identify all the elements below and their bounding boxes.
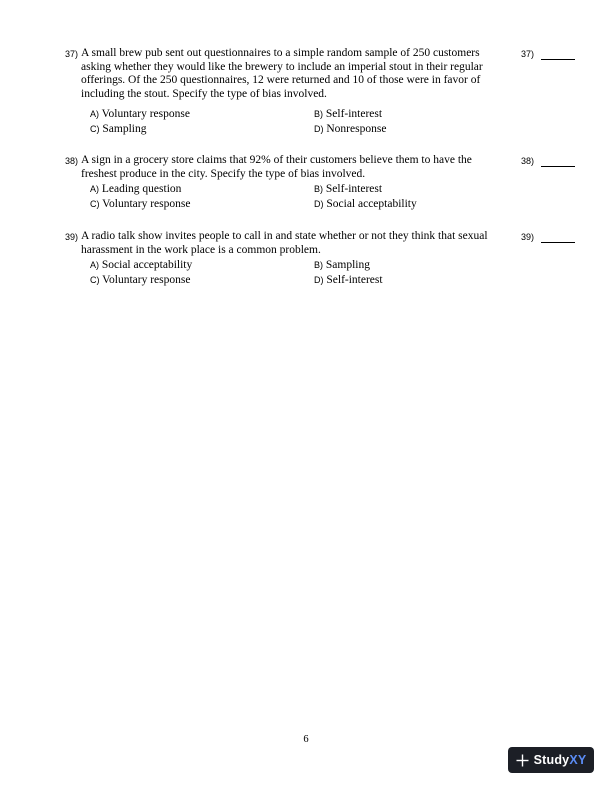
question-number: 39) (65, 232, 79, 242)
choice-letter: C) (90, 275, 100, 285)
choice-c[interactable] (90, 123, 146, 136)
answer-label: 39) (521, 232, 535, 242)
choice-text: Nonresponse (326, 123, 387, 135)
choice-letter: D) (314, 124, 324, 134)
question-text: A small brew pub sent out questionnaires to a simple random sample of 250 customers asking whether they would like the brewery to include an imperial stout in their regular offerings. Of the 250 questionnaires, 12 were returned and 10 of those were in favor of including the stout. Specify the type of bias involved. (81, 47, 483, 100)
choice-text: Social acceptability (101, 259, 193, 271)
choice-letter: A) (90, 109, 99, 119)
choice-text: Voluntary response (101, 108, 190, 120)
question-text: A radio talk show invites people to call in and state whether or not they think that sexual harassment in the work place is a common problem. (81, 230, 488, 256)
answer-label: 37) (521, 49, 535, 59)
choice-d[interactable] (314, 198, 417, 211)
answer-label: 38) (521, 156, 535, 166)
choice-d[interactable] (314, 274, 383, 287)
choice-text: Self-interest (326, 274, 383, 286)
choice-letter: A) (90, 260, 99, 270)
choice-letter: D) (314, 199, 324, 209)
choice-text: Social acceptability (326, 198, 417, 210)
choice-a[interactable] (90, 108, 190, 121)
question-text: A sign in a grocery store claims that 92% of their customers believe them to have the freshest produce in the city. Specify the type of bias involved. (81, 154, 472, 180)
choice-b[interactable] (314, 108, 382, 121)
choice-b[interactable] (314, 183, 382, 196)
brand-main: Study (533, 753, 570, 767)
choice-c[interactable] (90, 274, 190, 287)
answer-blank[interactable] (541, 59, 575, 60)
choice-letter: B) (314, 184, 323, 194)
choice-text: Sampling (102, 123, 147, 135)
answer-blank[interactable] (541, 166, 575, 167)
question-number: 37) (65, 49, 79, 59)
answer-blank[interactable] (541, 242, 575, 243)
choice-text: Sampling (325, 259, 370, 271)
choice-letter: C) (90, 199, 100, 209)
choice-text: Voluntary response (102, 274, 191, 286)
choice-letter: B) (314, 109, 323, 119)
choice-d[interactable] (314, 123, 386, 136)
choice-a[interactable] (90, 259, 192, 272)
question-number: 38) (65, 156, 79, 166)
choice-b[interactable] (314, 259, 370, 272)
choice-text: Leading question (101, 183, 182, 195)
choice-letter: B) (314, 260, 323, 270)
choice-c[interactable] (90, 198, 190, 211)
page-number: 6 (303, 734, 309, 745)
choice-text: Self-interest (325, 183, 383, 195)
choice-letter: C) (90, 124, 100, 134)
choice-text: Voluntary response (102, 198, 191, 210)
plus-icon (516, 754, 529, 767)
choice-a[interactable] (90, 183, 181, 196)
choice-text: Self-interest (325, 108, 383, 120)
choice-letter: D) (314, 275, 324, 285)
brand-accent: XY (569, 753, 587, 767)
studyxy-badge[interactable] (508, 747, 594, 773)
choice-letter: A) (90, 184, 99, 194)
brand-name (534, 753, 587, 767)
